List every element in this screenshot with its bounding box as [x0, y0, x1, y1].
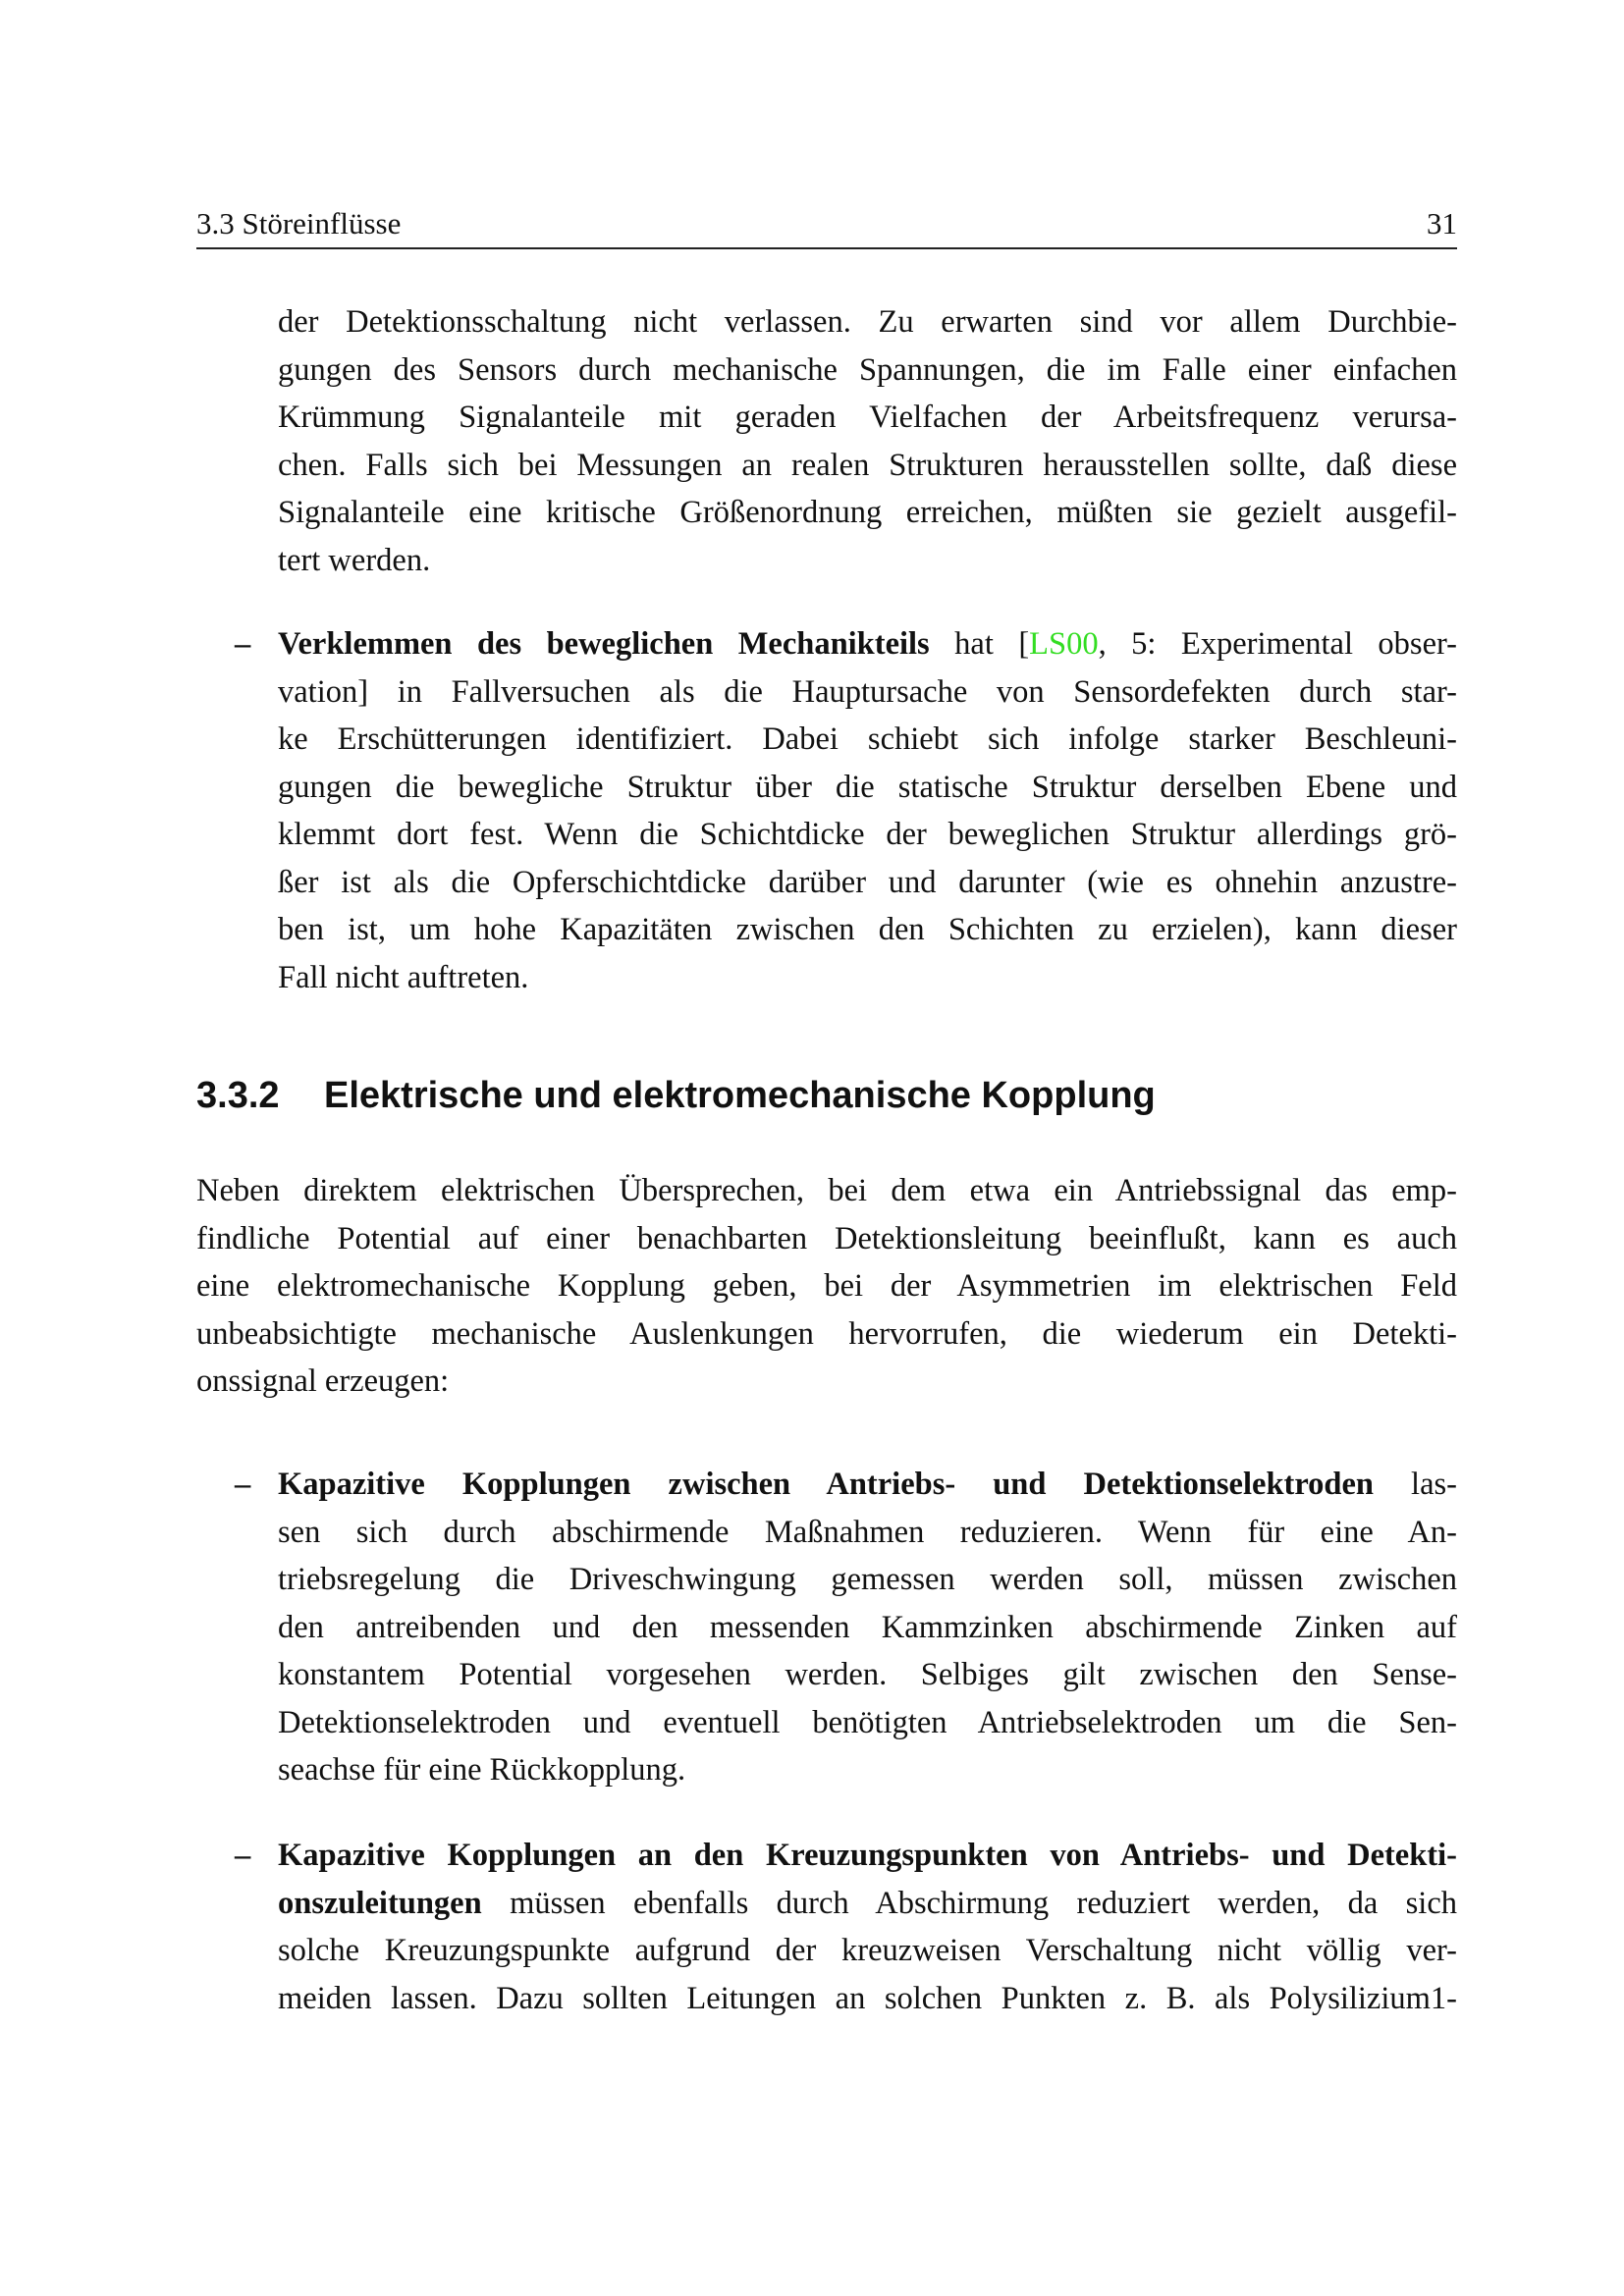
text-line: ßer ist als die Opferschichtdicke darüber und darunter (wie es ohnehin anzustre-	[278, 864, 1457, 900]
item-term: Verklemmen des beweglichen Mechanikteils	[278, 626, 930, 662]
item-term: Kapazitive Kopplungen zwischen Antriebs- und Detektionselektroden	[278, 1467, 1374, 1502]
text-line: Detektionselektroden und eventuell benötigten Antriebselektroden um die Sen-	[278, 1704, 1457, 1740]
text-line: eine elektromechanische Kopplung geben, bei der Asymmetrien im elektrischen Feld	[196, 1268, 1457, 1304]
item-term-continued: onszuleitungen	[278, 1885, 482, 1921]
list-item-verklemmen	[235, 620, 1457, 1001]
text-fragment: hat [	[929, 626, 1030, 662]
text-line: Fall nicht auftreten.	[278, 959, 529, 995]
list-item-kapazitive-kreuzung	[235, 1832, 1457, 2022]
text-line: unbeabsichtigte mechanische Auslenkungen hervorrufen, die wiederum ein Detekti-	[196, 1315, 1457, 1352]
list-bullet-dash: –	[235, 1838, 251, 1873]
text-line: meiden lassen. Dazu sollten Leitungen an solchen Punkten z. B. als Polysilizium1-	[278, 1980, 1457, 2016]
text-line: triebsregelung die Driveschwingung gemessen werden soll, müssen zwischen	[278, 1562, 1457, 1597]
continuation-paragraph	[278, 298, 1457, 584]
section-heading	[196, 1072, 1156, 1119]
running-header-chapter: 3.3 Störeinflüsse	[196, 206, 402, 240]
text-line: klemmt dort fest. Wenn die Schichtdicke der beweglichen Struktur allerdings grö-	[278, 817, 1457, 852]
text-line	[278, 1461, 1457, 1509]
text-line: findliche Potential auf einer benachbarten Detektionsleitung beeinflußt, kann es auch	[196, 1220, 1457, 1256]
text-line: konstantem Potential vorgesehen werden. Selbiges gilt zwischen den Sense-	[278, 1657, 1457, 1692]
text-line	[278, 1880, 1457, 1928]
text-line	[278, 1832, 1457, 1880]
text-line: seachse für eine Rückkopplung.	[278, 1752, 686, 1788]
item-term: Kapazitive Kopplungen an den Kreuzungspunkten von Antriebs- und Detekti-	[278, 1838, 1457, 1873]
text-line: gungen des Sensors durch mechanische Spannungen, die im Falle einer einfachen	[278, 351, 1457, 388]
text-line: vation] in Fallversuchen als die Hauptursache von Sensordefekten durch star-	[278, 673, 1457, 710]
text-line	[278, 620, 1457, 668]
text-fragment: , 5: Experimental obser-	[1098, 626, 1457, 662]
list-bullet-dash: –	[235, 1467, 251, 1502]
citation-link[interactable]: LS00	[1029, 626, 1099, 662]
text-line: den antreibenden und den messenden Kammzinken abschirmende Zinken auf	[278, 1609, 1457, 1645]
text-line: gungen die bewegliche Struktur über die statische Struktur derselben Ebene und	[278, 769, 1457, 805]
text-line: chen. Falls sich bei Messungen an realen Strukturen herausstellen sollte, daß diese	[278, 447, 1457, 483]
list-item-kapazitive-elektroden	[235, 1461, 1457, 1794]
text-line: ben ist, um hohe Kapazitäten zwischen den Schichten zu erzielen), kann dieser	[278, 912, 1457, 947]
text-line: tert werden.	[278, 542, 431, 578]
text-line: Neben direktem elektrischen Übersprechen, bei dem etwa ein Antriebssignal das emp-	[196, 1173, 1457, 1208]
list-bullet-dash: –	[235, 626, 251, 662]
running-header	[196, 204, 1457, 249]
text-line: Krümmung Signalanteile mit geraden Vielfachen der Arbeitsfrequenz verursa-	[278, 400, 1457, 435]
text-line: ke Erschütterungen identifiziert. Dabei schiebt sich infolge starker Beschleuni-	[278, 721, 1457, 757]
text-line: sen sich durch abschirmende Maßnahmen reduzieren. Wenn für eine An-	[278, 1514, 1457, 1550]
section-number: 3.3.2	[196, 1075, 280, 1116]
text-line: onssignal erzeugen:	[196, 1363, 450, 1399]
text-line: solche Kreuzungspunkte aufgrund der kreuzweisen Verschaltung nicht völlig ver-	[278, 1933, 1457, 1968]
page-number: 31	[1427, 206, 1457, 240]
text-line: Signalanteile eine kritische Größenordnung erreichen, müßten sie gezielt ausgefil-	[278, 495, 1457, 530]
section-title: Elektrische und elektromechanische Kopplung	[324, 1075, 1156, 1116]
text-line: der Detektionsschaltung nicht verlassen. Zu erwarten sind vor allem Durchbie-	[278, 304, 1457, 340]
text-fragment: müssen ebenfalls durch Abschirmung reduziert werden, da sich	[481, 1885, 1457, 1921]
intro-paragraph	[196, 1167, 1457, 1406]
text-fragment: las-	[1374, 1467, 1457, 1502]
